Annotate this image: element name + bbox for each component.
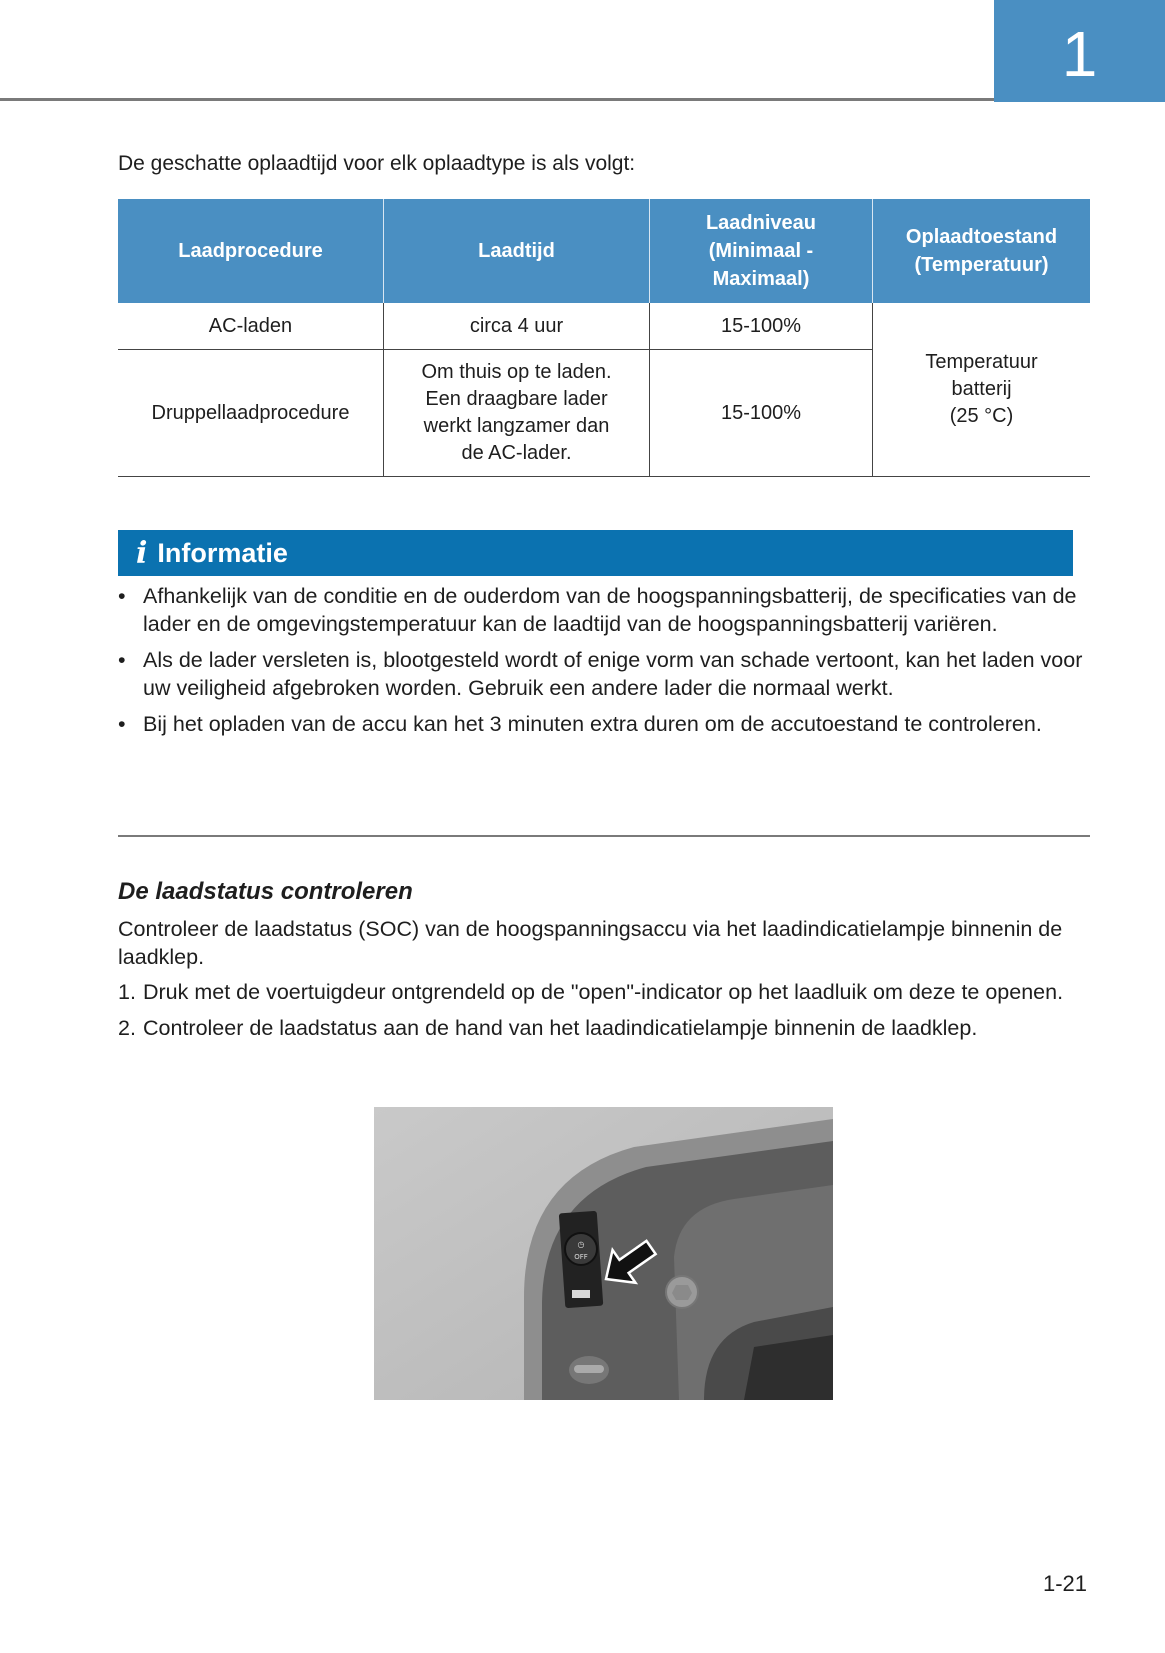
list-item-text: Als de lader versleten is, blootgesteld wordt of enige vorm van schade vertoont, kan het laden voor uw veiligheid afgebroken worden. Gebruik een andere lader die normaal werkt.	[143, 648, 1083, 700]
cell-level: 15-100%	[650, 350, 873, 477]
info-icon: i	[136, 535, 148, 571]
condition-line: batterij	[951, 378, 1012, 400]
intro-text: De geschatte oplaadtijd voor elk oplaadtype is als volgt:	[118, 152, 636, 175]
list-item	[118, 646, 1090, 702]
list-item	[118, 710, 1090, 738]
step-text: Controleer de laadstatus aan de hand van het laadindicatielampje binnenin de laadklep.	[143, 1016, 978, 1040]
header-line: Maximaal)	[712, 268, 810, 290]
header-line: Oplaadtoestand	[905, 226, 1058, 248]
charging-time-table	[118, 199, 1090, 477]
header-line: Laadniveau	[705, 212, 817, 234]
column-header-level	[650, 199, 873, 303]
list-item-text: Bij het opladen van de accu kan het 3 minuten extra duren om de accutoestand te controleren.	[143, 712, 1042, 736]
column-header-procedure: Laadprocedure	[118, 199, 384, 303]
column-header-condition	[873, 199, 1091, 303]
chapter-tab: 1	[994, 0, 1165, 102]
bullet-icon: •	[118, 712, 126, 736]
header-line: (Minimaal -	[708, 240, 814, 262]
bullet-icon: •	[118, 648, 126, 672]
section-title: De laadstatus controleren	[118, 878, 413, 905]
step-number: 1.	[118, 980, 136, 1004]
step-item	[118, 1014, 1090, 1042]
information-banner	[118, 530, 1073, 576]
time-line: Om thuis op te laden.	[421, 361, 612, 383]
cell-level: 15-100%	[650, 303, 873, 350]
cell-procedure: Druppellaadprocedure	[118, 350, 384, 477]
steps-list	[118, 978, 1090, 1050]
charging-door-illustration	[374, 1107, 833, 1400]
list-item	[118, 582, 1090, 638]
clock-icon: ◷	[577, 1240, 585, 1249]
section-body: Controleer de laadstatus (SOC) van de hoogspanningsaccu via het laadindicatielampje binnenin de laadklep.	[118, 917, 1063, 969]
step-number: 2.	[118, 1016, 136, 1040]
page-number: 1-21	[1043, 1571, 1088, 1596]
table-header-row	[118, 199, 1090, 303]
condition-line: Temperatuur	[925, 351, 1038, 373]
cell-condition	[873, 303, 1091, 477]
off-label: OFF	[574, 1253, 588, 1261]
column-header-time: Laadtijd	[384, 199, 650, 303]
information-title: Informatie	[157, 537, 288, 568]
time-line: Een draagbare lader	[425, 388, 608, 410]
header-rule	[0, 98, 994, 101]
header-line: (Temperatuur)	[914, 254, 1049, 276]
step-item	[118, 978, 1090, 1006]
cell-procedure: AC-laden	[118, 303, 384, 350]
bullet-icon: •	[118, 584, 126, 608]
list-item-text: Afhankelijk van de conditie en de ouderdom van de hoogspanningsbatterij, de specificaties van de lader en de omgevingstemperatuur kan de laadtijd van de hoogspanningsbatterij variëren.	[143, 584, 1077, 636]
information-end-rule	[118, 835, 1090, 837]
charging-door-drawing	[374, 1107, 833, 1400]
cell-time: circa 4 uur	[384, 303, 650, 350]
information-list	[118, 582, 1090, 746]
cell-time	[384, 350, 650, 477]
time-line: werkt langzamer dan	[423, 415, 610, 437]
table-row	[118, 303, 1090, 350]
time-line: de AC-lader.	[461, 442, 572, 464]
condition-line: (25 °C)	[949, 405, 1014, 427]
step-text: Druk met de voertuigdeur ontgrendeld op de "open"-indicator op het laadluik om deze te openen.	[143, 980, 1064, 1004]
